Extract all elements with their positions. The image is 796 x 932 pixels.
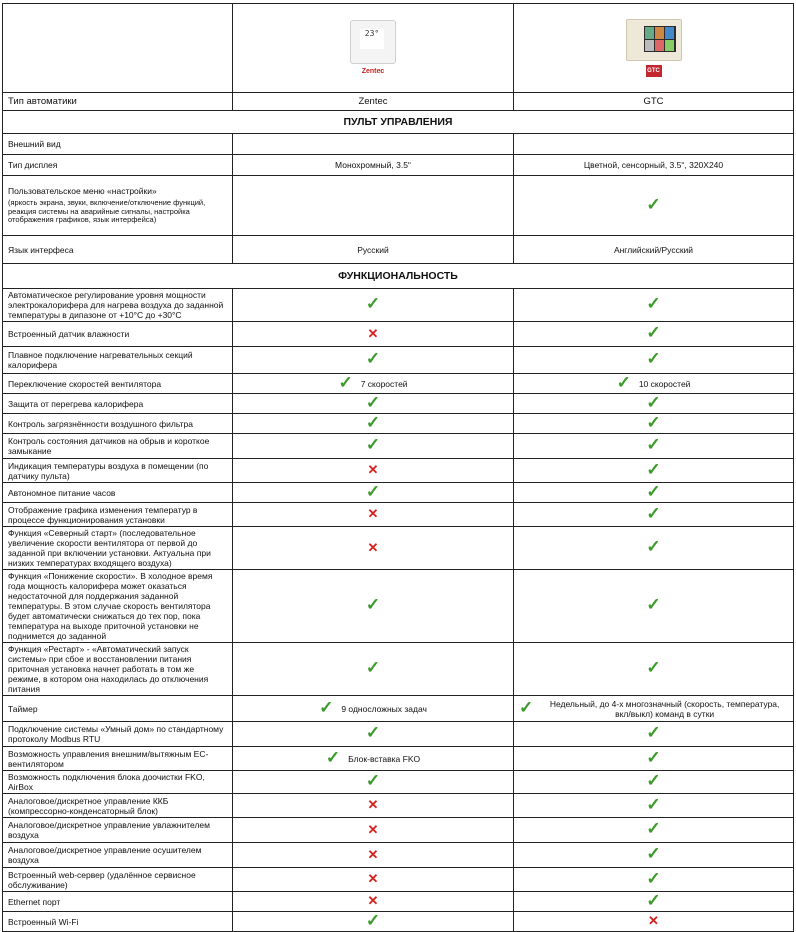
gtc-panel-picture [626, 19, 682, 61]
feature-label: Аналоговое/дискретное управление увлажнителем воздуха [3, 818, 233, 843]
value-cell [233, 289, 514, 322]
feature-label: Возможность управления внешним/вытяжным ЕС-вентилятором [3, 747, 233, 771]
table-row [3, 868, 794, 892]
empty-cell [3, 4, 233, 93]
check-icon [646, 822, 660, 838]
check-icon [366, 661, 380, 677]
value-note: 9 односложных задач [341, 703, 427, 714]
value-cell [233, 771, 514, 794]
value-cell [514, 176, 794, 236]
table-row [3, 843, 794, 868]
value-cell [233, 394, 514, 414]
cross-icon [648, 914, 659, 929]
value-note: Недельный, до 4-х многозначный (скорость, температура, вкл/выкл) команд в сутки [549, 698, 780, 719]
table-row [3, 818, 794, 843]
check-icon [646, 598, 660, 614]
table-row [3, 794, 794, 818]
check-icon [646, 894, 660, 910]
check-icon [366, 598, 380, 614]
check-icon [646, 798, 660, 814]
table-row [3, 374, 794, 394]
table-row [3, 236, 794, 264]
feature-label: Отображение графика изменения температур в процессе функционирования установки [3, 503, 233, 527]
value-cell [233, 722, 514, 747]
cross-icon [368, 463, 379, 478]
value-cell [233, 843, 514, 868]
value-cell [233, 503, 514, 527]
value-with-note [519, 376, 788, 392]
section-row [3, 111, 794, 134]
zentec-thermostat-picture: 23° [350, 20, 396, 64]
table-row [3, 892, 794, 912]
cross-icon [368, 823, 379, 838]
check-icon [646, 438, 660, 454]
feature-label: Встроенный датчик влажности [3, 322, 233, 347]
value-cell [514, 818, 794, 843]
value-with-note [238, 701, 508, 717]
value-cell [514, 434, 794, 459]
check-icon [366, 297, 380, 313]
header-zentec: Zentec [233, 93, 514, 111]
feature-label: Функция «Рестарт» - «Автоматический запуск системы» при сбое и восстановлении питания приточная установка начнет работать в том же режиме, в котором она находилась до отключения питания [3, 643, 233, 696]
feature-label: Таймер [3, 696, 233, 722]
feature-label: Встроенный Wi-Fi [3, 912, 233, 932]
feature-text: Тип дисплея [8, 160, 58, 170]
feature-label: Автономное питание часов [3, 483, 233, 503]
check-icon [326, 751, 340, 767]
feature-label: Функция «Северный старт» (последовательное увеличение скорости вентилятора от первой до заданной при включении установки. Актуальна при низких температурах входящего воздуха) [3, 527, 233, 570]
feature-label: Индикация температуры воздуха в помещении (по датчику пульта) [3, 459, 233, 483]
value-cell [514, 843, 794, 868]
check-icon [646, 463, 660, 479]
value-cell [233, 794, 514, 818]
feature-label: Функция «Понижение скорости». В холодное время года мощность калорифера может оказаться недостаточной для поддержания заданной температуры. В этом случае скорость вентилятора будет автоматически снижаться до тех пор, пока температура на выходе приточной установки не поднимется до заданной [3, 570, 233, 643]
check-icon [519, 701, 533, 717]
table-row [3, 912, 794, 932]
value-cell [514, 643, 794, 696]
section-title: ПУЛЬТ УПРАВЛЕНИЯ [3, 111, 794, 134]
table-row [3, 434, 794, 459]
check-icon [319, 701, 333, 717]
value-cell [514, 459, 794, 483]
value-cell [233, 527, 514, 570]
table-row [3, 747, 794, 771]
value-cell [514, 134, 794, 155]
check-icon [646, 416, 660, 432]
value-cell [514, 347, 794, 374]
feature-label: Переключение скоростей вентилятора [3, 374, 233, 394]
value-note: Блок-вставка FKO [348, 753, 421, 764]
value-cell [514, 892, 794, 912]
value-cell [233, 868, 514, 892]
feature-label: Подключение системы «Умный дом» по стандартному протоколу Modbus RTU [3, 722, 233, 747]
value-cell [233, 696, 514, 722]
table-row [3, 503, 794, 527]
value-cell [514, 289, 794, 322]
cross-icon [368, 872, 379, 887]
check-icon [646, 485, 660, 501]
value-cell: Английский/Русский [514, 236, 794, 264]
feature-text: Пользовательское меню «настройки» [8, 186, 157, 197]
check-icon [646, 297, 660, 313]
value-cell [514, 912, 794, 932]
table-row [3, 322, 794, 347]
value-cell: Цветной, сенсорный, 3.5ʺ, 320X240 [514, 155, 794, 176]
cross-icon [368, 541, 379, 556]
gtc-logo: GTC [646, 65, 662, 77]
feature-label: Плавное подключение нагревательных секций калорифера [3, 347, 233, 374]
table-row [3, 483, 794, 503]
section-row [3, 264, 794, 289]
check-icon [646, 326, 660, 342]
value-cell [514, 868, 794, 892]
value-cell [233, 414, 514, 434]
table-row [3, 771, 794, 794]
table-row [3, 696, 794, 722]
value-cell [233, 912, 514, 932]
table-row [3, 570, 794, 643]
value-cell [233, 322, 514, 347]
feature-label: Автоматическое регулирование уровня мощности электрокалорифера для нагрева воздуха до заданной температуры в дипазоне от +10°С до +30°С [3, 289, 233, 322]
check-icon [646, 396, 660, 412]
check-icon [366, 726, 380, 742]
feature-subtext: (яркость экрана, звуки, включение/отключение функций, реакция системы на аварийные сигналы, настройка отображения графиков, язык интерфейса) [8, 198, 206, 225]
check-icon [646, 198, 660, 214]
cross-icon [368, 848, 379, 863]
table-row [3, 176, 794, 236]
gtc-image [514, 4, 794, 93]
value-cell [514, 503, 794, 527]
value-cell [514, 722, 794, 747]
value-note: 7 скоростей [360, 378, 408, 389]
value-cell: Монохромный, 3.5ʺ [233, 155, 514, 176]
cross-icon [368, 507, 379, 522]
check-icon [366, 416, 380, 432]
check-icon [646, 661, 660, 677]
check-icon [366, 352, 380, 368]
value-cell [233, 459, 514, 483]
table-row [3, 414, 794, 434]
header-label: Тип автоматики [3, 93, 233, 111]
check-icon [366, 396, 380, 412]
check-icon [646, 774, 660, 790]
feature-label [3, 176, 233, 236]
value-cell [514, 794, 794, 818]
check-icon [366, 438, 380, 454]
check-icon [366, 485, 380, 501]
feature-label: Контроль загрязнённости воздушного фильтра [3, 414, 233, 434]
section-title: ФУНКЦИОНАЛЬНОСТЬ [3, 264, 794, 289]
value-cell [514, 747, 794, 771]
table-row [3, 134, 794, 155]
feature-label [3, 134, 233, 155]
value-cell [514, 527, 794, 570]
check-icon [646, 726, 660, 742]
table-row [3, 722, 794, 747]
table-row [3, 643, 794, 696]
table-row [3, 527, 794, 570]
comparison-table [2, 3, 794, 932]
table-row [3, 155, 794, 176]
zentec-image [233, 4, 514, 93]
feature-label [3, 155, 233, 176]
check-icon [366, 914, 380, 930]
zentec-logo: Zentec [361, 67, 385, 75]
value-cell [233, 570, 514, 643]
feature-label: Контроль состояния датчиков на обрыв и короткое замыкание [3, 434, 233, 459]
value-with-note [238, 376, 508, 392]
value-cell [514, 696, 794, 722]
value-cell [514, 483, 794, 503]
value-cell [514, 322, 794, 347]
value-cell [233, 347, 514, 374]
value-cell [514, 570, 794, 643]
table-row [3, 394, 794, 414]
feature-label: Встроенный web-сервер (удалённое сервисное обслуживание) [3, 868, 233, 892]
check-icon [646, 507, 660, 523]
value-with-note [519, 699, 788, 719]
value-cell: Русский [233, 236, 514, 264]
value-cell [233, 134, 514, 155]
header-gtc: GTC [514, 93, 794, 111]
table-row [3, 347, 794, 374]
feature-text: Язык интерфеса [8, 244, 74, 255]
cross-icon [368, 798, 379, 813]
check-icon [338, 376, 352, 392]
value-cell [514, 414, 794, 434]
table-row [3, 459, 794, 483]
check-icon [646, 847, 660, 863]
value-cell [233, 374, 514, 394]
check-icon [646, 751, 660, 767]
feature-label: Ethernet порт [3, 892, 233, 912]
feature-label: Защита от перегрева калорифера [3, 394, 233, 414]
check-icon [646, 540, 660, 556]
value-cell [514, 374, 794, 394]
feature-text: Внешний вид [8, 139, 61, 149]
check-icon [617, 376, 631, 392]
value-cell [233, 643, 514, 696]
value-cell [233, 818, 514, 843]
check-icon [366, 774, 380, 790]
value-cell [233, 176, 514, 236]
value-cell [514, 394, 794, 414]
value-with-note [238, 751, 508, 767]
cross-icon [368, 327, 379, 342]
value-cell [233, 483, 514, 503]
value-cell [233, 747, 514, 771]
feature-label: Возможность подключения блока доочистки FKO, AirBox [3, 771, 233, 794]
feature-label: Аналоговое/дискретное управление осушителем воздуха [3, 843, 233, 868]
value-note: 10 скоростей [638, 378, 691, 389]
value-cell [514, 771, 794, 794]
table-row [3, 289, 794, 322]
value-cell [233, 434, 514, 459]
check-icon [646, 352, 660, 368]
images-row [3, 4, 794, 93]
header-row [3, 93, 794, 111]
feature-label: Аналоговое/дискретное управление ККБ (компрессорно-конденсаторный блок) [3, 794, 233, 818]
cross-icon [368, 894, 379, 909]
feature-label [3, 236, 233, 264]
check-icon [646, 872, 660, 888]
value-cell [233, 892, 514, 912]
